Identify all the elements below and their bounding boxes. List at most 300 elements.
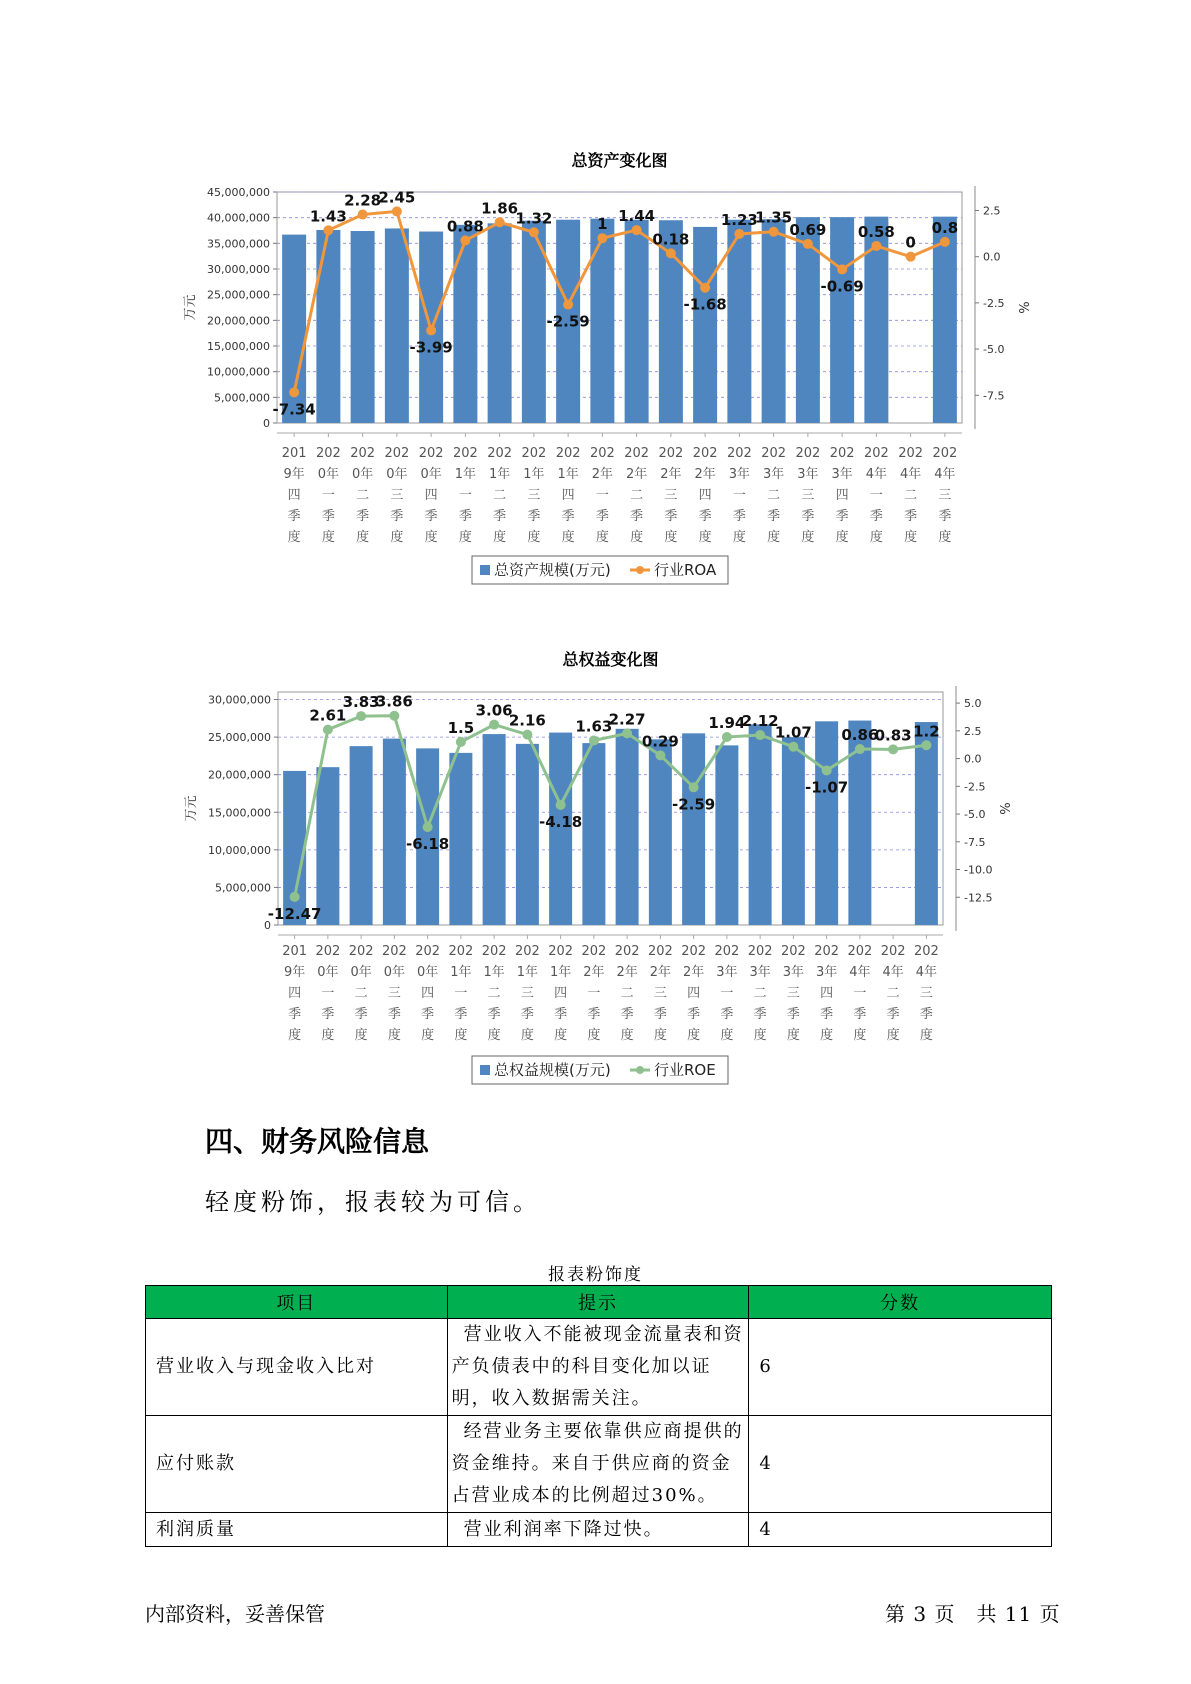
data-label: -12.47	[267, 904, 322, 923]
x-tick-label: 季	[421, 1007, 435, 1022]
bar	[351, 231, 375, 423]
line-point	[940, 237, 950, 247]
x-tick-label: 202	[384, 446, 410, 461]
x-tick-label: 度	[904, 530, 918, 545]
x-tick-label: 二	[904, 488, 918, 503]
x-tick-label: 3年	[728, 467, 751, 482]
data-label: 0.58	[857, 222, 895, 241]
y-tick-label: 5,000,000	[215, 881, 271, 895]
x-tick-label: 0年	[317, 965, 339, 980]
line-point	[556, 800, 566, 810]
y-tick-label: 5,000,000	[214, 391, 270, 405]
bar	[453, 225, 477, 423]
x-tick-label: 四	[287, 488, 301, 503]
y-tick-label: 25,000,000	[208, 731, 271, 745]
x-tick-label: 季	[904, 509, 918, 524]
data-label: 2.12	[741, 712, 779, 731]
line-point	[871, 241, 881, 251]
x-tick-label: 季	[287, 509, 301, 524]
x-tick-label: 季	[801, 509, 815, 524]
line-point	[666, 248, 676, 258]
x-tick-label: 一	[587, 986, 601, 1001]
line-point	[522, 730, 532, 740]
x-tick-label: 202	[780, 944, 806, 959]
legend-line-marker	[636, 1066, 644, 1074]
data-label: 2.16	[508, 711, 546, 730]
y2-tick-label: -5.0	[983, 343, 1005, 357]
data-label: 1.2	[913, 722, 940, 741]
x-tick-label: 202	[761, 446, 787, 461]
bar	[616, 729, 639, 925]
x-tick-label: 202	[418, 446, 444, 461]
chart-title: 总权益变化图	[562, 650, 659, 669]
x-tick-label: 202	[589, 446, 615, 461]
y2-tick-label: 0.0	[983, 250, 1001, 264]
y-axis-label: 万元	[184, 795, 199, 822]
y2-tick-label: -7.5	[964, 835, 986, 849]
x-tick-label: 0年	[350, 965, 372, 980]
data-label: 1.63	[575, 717, 613, 736]
x-tick-label: 1年	[488, 467, 511, 482]
data-label: 3.83	[342, 693, 380, 712]
x-tick-label: 0年	[383, 965, 406, 980]
data-label: 0	[905, 233, 916, 252]
x-tick-label: 4年	[915, 965, 938, 980]
x-tick-label: 季	[919, 1007, 933, 1022]
table-header-row	[146, 1286, 1052, 1319]
x-tick-label: 季	[454, 1007, 468, 1022]
x-tick-label: 度	[620, 1028, 634, 1043]
x-tick-label: 202	[795, 446, 821, 461]
x-tick-label: 202	[681, 944, 707, 959]
x-tick-label: 2年	[616, 965, 638, 980]
x-tick-label: 2年	[660, 467, 682, 482]
line-point	[589, 735, 599, 745]
bar	[933, 217, 957, 423]
x-tick-label: 三	[919, 986, 933, 1001]
x-tick-label: 202	[555, 446, 581, 461]
y-tick-label: 25,000,000	[207, 288, 270, 302]
data-label: 1.86	[481, 199, 519, 218]
x-tick-label: 度	[527, 530, 541, 545]
y-tick-label: 0	[263, 417, 270, 430]
x-tick-label: 2年	[694, 467, 716, 482]
line-point	[563, 300, 573, 310]
x-tick-label: 三	[520, 986, 534, 1001]
x-tick-label: 202	[913, 944, 939, 959]
data-label: 2.27	[608, 710, 646, 729]
y2-tick-label: -10.0	[964, 863, 993, 877]
footer-page-number: 第 3 页 共 11 页	[885, 1602, 1061, 1626]
x-tick-label: 季	[938, 509, 952, 524]
line-point	[788, 742, 798, 752]
x-tick-label: 三	[938, 488, 952, 503]
data-label: 1	[597, 215, 608, 234]
data-label: -3.99	[409, 338, 453, 357]
x-tick-label: 202	[381, 944, 407, 959]
x-tick-label: 季	[458, 509, 472, 524]
x-tick-label: 度	[853, 1028, 867, 1043]
x-tick-label: 四	[835, 488, 849, 503]
x-tick-label: 1年	[549, 965, 572, 980]
x-tick-label: 度	[595, 530, 609, 545]
row-hint: 营业收入不能被现金流量表和资产负债表中的科目变化加以证明，收入数据需关注。	[447, 1319, 749, 1416]
x-tick-label: 季	[321, 1007, 335, 1022]
x-tick-label: 度	[424, 530, 438, 545]
total-assets-chart	[0, 140, 1191, 600]
x-tick-label: 度	[732, 530, 746, 545]
bar	[488, 223, 512, 423]
x-tick-label: 四	[288, 986, 302, 1001]
x-tick-label: 202	[814, 944, 840, 959]
data-label: -2.59	[546, 312, 590, 331]
x-tick-label: 季	[487, 1007, 501, 1022]
data-label: 0.83	[874, 726, 912, 745]
x-tick-label: 3年	[797, 467, 819, 482]
x-tick-label: 二	[487, 986, 501, 1001]
section-heading: 四、财务风险信息	[205, 1125, 430, 1158]
data-label: 1.94	[708, 714, 746, 733]
x-tick-label: 4年	[899, 467, 922, 482]
x-tick-label: 3年	[749, 965, 771, 980]
line-point	[921, 740, 931, 750]
table-caption: 报表粉饰度	[548, 1265, 643, 1285]
line-point	[289, 387, 299, 397]
data-label: 3.06	[475, 701, 513, 720]
x-tick-label: 0年	[386, 467, 408, 482]
risk-table	[145, 1285, 1052, 1547]
x-tick-label: 二	[356, 488, 370, 503]
x-tick-label: 度	[321, 530, 335, 545]
header-item: 项目	[146, 1286, 448, 1319]
x-tick-label: 202	[581, 944, 607, 959]
x-tick-label: 202	[847, 944, 873, 959]
x-tick-label: 202	[415, 944, 441, 959]
y2-tick-label: 5.0	[964, 697, 982, 711]
x-tick-label: 度	[820, 1028, 834, 1043]
x-tick-label: 202	[829, 446, 855, 461]
y2-tick-label: 2.5	[983, 204, 1001, 218]
bar	[915, 722, 938, 925]
x-tick-label: 3年	[831, 467, 853, 482]
x-tick-label: 202	[521, 446, 547, 461]
line-point	[632, 225, 642, 235]
x-tick-label: 202	[487, 446, 513, 461]
line-point	[358, 210, 368, 220]
x-tick-label: 4年	[882, 965, 904, 980]
line-point	[755, 730, 765, 740]
line-point	[423, 822, 433, 832]
x-tick-label: 三	[801, 488, 815, 503]
x-tick-label: 度	[767, 530, 781, 545]
x-tick-label: 三	[527, 488, 541, 503]
data-label: -2.59	[672, 795, 716, 814]
table-row	[146, 1319, 1052, 1416]
legend-bar-swatch	[480, 1065, 490, 1075]
y-tick-label: 15,000,000	[207, 340, 270, 353]
y2-tick-label: -5.0	[964, 808, 986, 822]
line-point	[700, 283, 710, 293]
y-tick-label: 30,000,000	[208, 693, 271, 707]
bar	[715, 745, 738, 925]
line-point	[456, 737, 466, 747]
data-label: 0.86	[841, 726, 879, 745]
y-axis-label: 万元	[183, 294, 198, 321]
x-tick-label: 四	[698, 488, 712, 503]
data-label: -0.69	[820, 277, 864, 296]
x-tick-label: 季	[321, 509, 335, 524]
x-tick-label: 度	[561, 530, 575, 545]
y-tick-label: 20,000,000	[207, 314, 270, 328]
bar	[316, 767, 339, 925]
legend-line-label: 行业ROA	[654, 561, 717, 579]
x-tick-label: 3年	[782, 965, 805, 980]
total-assets-chart-svg	[0, 140, 1191, 600]
x-tick-label: 季	[753, 1007, 767, 1022]
bar	[316, 230, 340, 423]
x-tick-label: 度	[421, 1028, 435, 1043]
x-tick-label: 202	[614, 944, 640, 959]
x-tick-label: 一	[720, 986, 734, 1001]
row-score: 4	[749, 1513, 1052, 1547]
x-tick-label: 季	[698, 509, 712, 524]
x-tick-label: 季	[664, 509, 678, 524]
x-tick-label: 季	[527, 509, 541, 524]
x-tick-label: 季	[554, 1007, 568, 1022]
x-tick-label: 202	[658, 446, 684, 461]
y2-tick-label: -2.5	[964, 780, 986, 794]
x-tick-label: 1年	[516, 965, 539, 980]
bar	[383, 739, 406, 925]
x-tick-label: 201	[282, 944, 308, 959]
bar	[483, 734, 506, 925]
x-tick-label: 一	[321, 488, 335, 503]
x-tick-label: 三	[390, 488, 404, 503]
data-label: -7.34	[272, 400, 316, 419]
x-tick-label: 四	[820, 986, 834, 1001]
x-tick-label: 201	[281, 446, 307, 461]
x-tick-label: 202	[692, 446, 718, 461]
x-tick-label: 度	[287, 530, 301, 545]
data-label: -4.18	[539, 812, 583, 831]
x-tick-label: 季	[390, 509, 404, 524]
x-tick-label: 度	[786, 1028, 800, 1043]
x-tick-label: 季	[595, 509, 609, 524]
y-tick-label: 45,000,000	[207, 186, 270, 199]
x-tick-label: 度	[720, 1028, 734, 1043]
x-tick-label: 度	[487, 1028, 501, 1043]
x-tick-label: 季	[853, 1007, 867, 1022]
x-tick-label: 季	[424, 509, 438, 524]
line-point	[392, 206, 402, 216]
x-tick-label: 202	[726, 446, 752, 461]
x-tick-label: 二	[630, 488, 644, 503]
x-tick-label: 季	[561, 509, 575, 524]
line-point	[356, 711, 366, 721]
x-tick-label: 度	[886, 1028, 900, 1043]
data-label: 0.18	[652, 230, 690, 249]
data-label: 0.69	[789, 220, 827, 239]
x-tick-label: 3年	[716, 965, 738, 980]
x-tick-label: 202	[932, 446, 958, 461]
bar	[385, 228, 409, 423]
y-tick-label: 10,000,000	[207, 365, 270, 379]
footer-confidential: 内部资料，妥善保管	[145, 1602, 325, 1626]
line-point	[426, 325, 436, 335]
x-tick-label: 202	[452, 446, 478, 461]
chart-title: 总资产变化图	[571, 151, 668, 170]
y2-tick-label: -2.5	[983, 296, 1005, 310]
y-tick-label: 40,000,000	[207, 211, 270, 225]
header-score: 分数	[749, 1286, 1052, 1319]
x-tick-label: 202	[747, 944, 773, 959]
header-hint: 提示	[447, 1286, 749, 1319]
line-point	[803, 239, 813, 249]
x-tick-label: 度	[698, 530, 712, 545]
bar	[449, 753, 472, 925]
table-row	[146, 1416, 1052, 1513]
x-tick-label: 度	[919, 1028, 933, 1043]
x-tick-label: 度	[387, 1028, 401, 1043]
data-label: 2.28	[344, 191, 382, 210]
x-tick-label: 二	[767, 488, 781, 503]
y-tick-label: 35,000,000	[207, 237, 270, 251]
x-tick-label: 202	[348, 944, 374, 959]
y-tick-label: 30,000,000	[207, 263, 270, 276]
bar	[830, 217, 854, 423]
x-tick-label: 度	[869, 530, 883, 545]
x-tick-label: 202	[514, 944, 540, 959]
x-tick-label: 9年	[283, 965, 306, 980]
x-tick-label: 季	[835, 509, 849, 524]
x-tick-label: 度	[630, 530, 644, 545]
row-score: 4	[749, 1416, 1052, 1513]
x-tick-label: 季	[869, 509, 883, 524]
x-tick-label: 季	[387, 1007, 401, 1022]
y-tick-label: 0	[264, 919, 271, 932]
x-tick-label: 季	[732, 509, 746, 524]
line-point	[906, 252, 916, 262]
bar	[649, 739, 672, 925]
y-tick-label: 20,000,000	[208, 768, 271, 782]
x-tick-label: 1年	[557, 467, 579, 482]
y2-tick-label: 2.5	[964, 724, 982, 738]
data-label: 3.86	[375, 692, 413, 711]
line-point	[290, 892, 300, 902]
legend-line-label: 行业ROE	[654, 1061, 716, 1079]
x-tick-label: 一	[321, 986, 335, 1001]
line-point	[323, 225, 333, 235]
x-tick-label: 度	[354, 1028, 368, 1043]
x-tick-label: 度	[321, 1028, 335, 1043]
x-tick-label: 3年	[815, 965, 838, 980]
risk-summary: 轻度粉饰，报表较为可信。	[205, 1188, 541, 1216]
x-tick-label: 二	[753, 986, 767, 1001]
x-tick-label: 季	[720, 1007, 734, 1022]
y-tick-label: 15,000,000	[208, 806, 271, 820]
x-tick-label: 1年	[454, 467, 477, 482]
x-tick-label: 一	[869, 488, 883, 503]
x-tick-label: 度	[454, 1028, 468, 1043]
total-equity-chart-svg	[0, 640, 1191, 1100]
x-tick-label: 季	[493, 509, 507, 524]
x-tick-label: 4年	[865, 467, 888, 482]
data-label: 1.07	[774, 723, 812, 742]
x-tick-label: 度	[664, 530, 678, 545]
x-tick-label: 2年	[583, 965, 605, 980]
x-tick-label: 度	[356, 530, 370, 545]
data-label: 1.32	[515, 209, 553, 228]
data-label: 2.45	[378, 188, 416, 207]
x-tick-label: 202	[880, 944, 906, 959]
x-tick-label: 度	[835, 530, 849, 545]
data-label: 1.35	[755, 208, 793, 227]
x-tick-label: 202	[481, 944, 507, 959]
x-tick-label: 二	[620, 986, 634, 1001]
x-tick-label: 季	[653, 1007, 667, 1022]
x-tick-label: 四	[421, 986, 435, 1001]
x-tick-label: 季	[786, 1007, 800, 1022]
x-tick-label: 1年	[523, 467, 545, 482]
total-equity-chart	[0, 640, 1191, 1100]
x-tick-label: 季	[886, 1007, 900, 1022]
bar	[782, 737, 805, 925]
x-tick-label: 202	[448, 944, 474, 959]
x-tick-label: 0年	[420, 467, 442, 482]
y2-tick-label: -12.5	[964, 891, 993, 905]
x-tick-label: 四	[687, 986, 701, 1001]
x-tick-label: 度	[653, 1028, 667, 1043]
row-score: 6	[749, 1319, 1052, 1416]
x-tick-label: 四	[554, 986, 568, 1001]
x-tick-label: 4年	[849, 965, 871, 980]
data-label: 1.43	[309, 207, 347, 226]
bar	[727, 220, 751, 423]
x-tick-label: 1年	[450, 965, 472, 980]
row-item: 利润质量	[146, 1513, 448, 1547]
x-tick-label: 一	[458, 488, 472, 503]
x-tick-label: 度	[288, 1028, 302, 1043]
x-tick-label: 202	[624, 446, 650, 461]
x-tick-label: 202	[714, 944, 740, 959]
line-point	[655, 750, 665, 760]
row-hint: 经营业务主要依靠供应商提供的资金维持。来自于供应商的资金占营业成本的比例超过30%。	[447, 1416, 749, 1513]
line-point	[597, 233, 607, 243]
x-tick-label: 度	[587, 1028, 601, 1043]
x-tick-label: 2年	[591, 467, 614, 482]
line-point	[855, 744, 865, 754]
x-tick-label: 2年	[649, 965, 672, 980]
x-tick-label: 三	[786, 986, 800, 1001]
x-tick-label: 202	[898, 446, 924, 461]
legend-bar-label: 总权益规模(万元)	[494, 1061, 611, 1079]
x-tick-label: 四	[561, 488, 575, 503]
line-point	[722, 732, 732, 742]
x-tick-label: 202	[350, 446, 376, 461]
x-tick-label: 季	[520, 1007, 534, 1022]
x-tick-label: 度	[493, 530, 507, 545]
x-tick-label: 202	[863, 446, 889, 461]
row-item: 应付账款	[146, 1416, 448, 1513]
line-point	[689, 782, 699, 792]
y-tick-label: 10,000,000	[208, 843, 271, 857]
data-label: -6.18	[406, 835, 450, 854]
data-label: 0.88	[446, 217, 484, 236]
x-tick-label: 9年	[283, 467, 305, 482]
x-tick-label: 四	[424, 488, 438, 503]
x-tick-label: 度	[938, 530, 952, 545]
x-tick-label: 一	[732, 488, 746, 503]
